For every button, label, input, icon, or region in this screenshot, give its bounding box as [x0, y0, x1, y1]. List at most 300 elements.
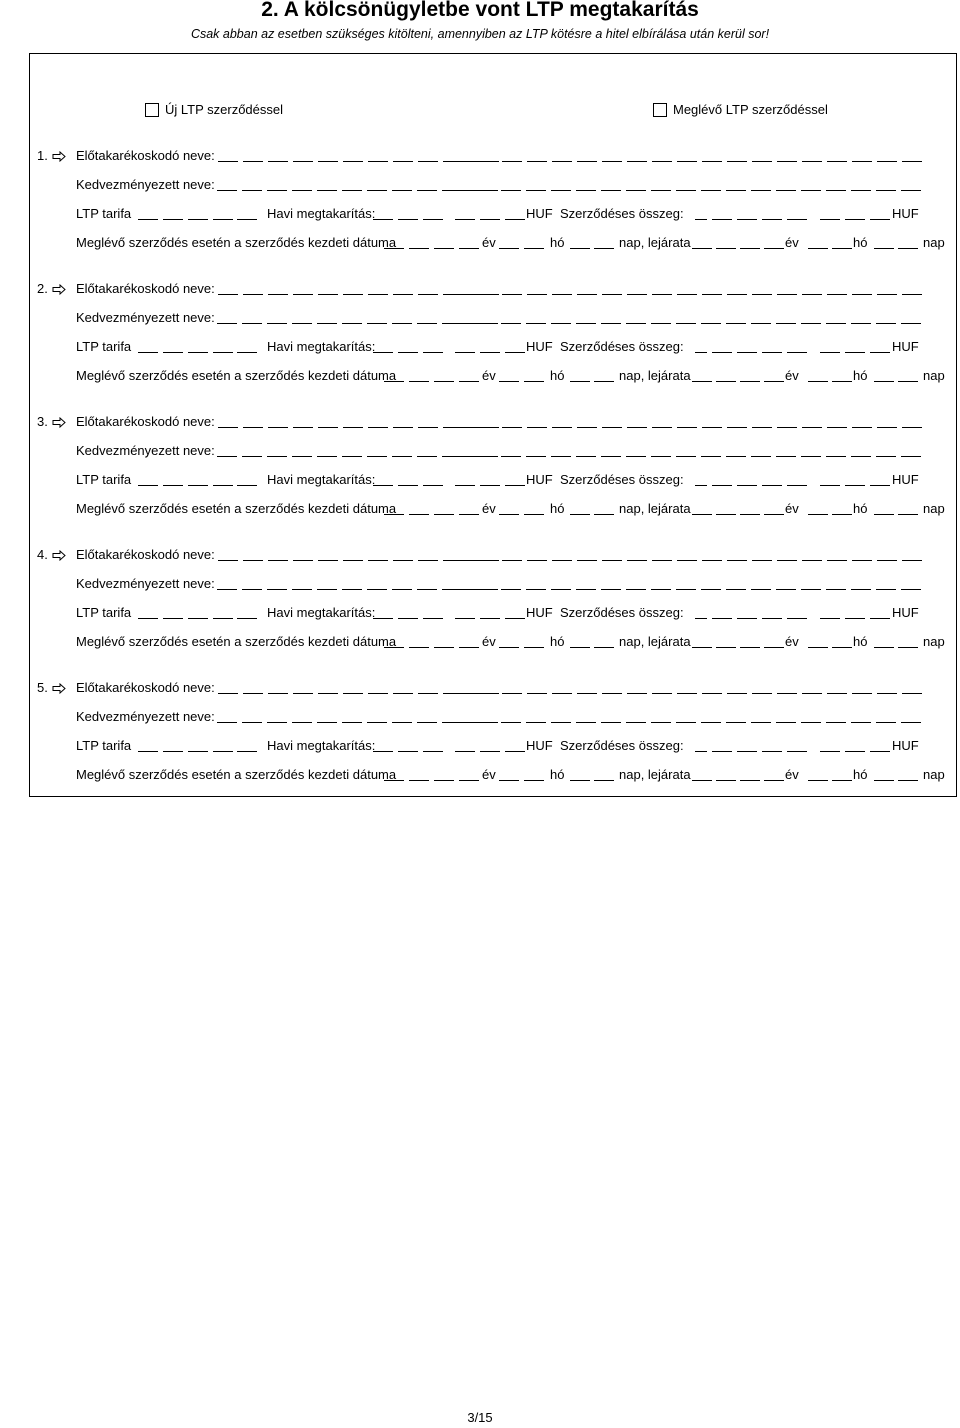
date-field[interactable] [594, 647, 614, 648]
beneficiary-name-field[interactable] [367, 190, 387, 191]
saver-name-field[interactable] [268, 294, 288, 295]
saver-name-field[interactable] [902, 294, 922, 295]
date-field[interactable] [874, 248, 894, 249]
beneficiary-name-field[interactable] [551, 456, 571, 457]
monthly-savings-field[interactable] [455, 751, 475, 752]
saver-name-field[interactable] [218, 427, 238, 428]
beneficiary-name-field[interactable] [676, 722, 696, 723]
saver-name-field[interactable] [577, 560, 597, 561]
saver-name-field[interactable] [343, 693, 363, 694]
contract-amount-field[interactable] [762, 618, 782, 619]
date-field[interactable] [384, 248, 404, 249]
saver-name-field[interactable] [368, 161, 388, 162]
date-field[interactable] [764, 780, 784, 781]
beneficiary-name-field[interactable] [651, 589, 671, 590]
saver-name-field[interactable] [627, 427, 647, 428]
date-field[interactable] [459, 381, 479, 382]
saver-name-field[interactable] [877, 294, 897, 295]
beneficiary-name-field[interactable] [801, 456, 821, 457]
monthly-savings-field[interactable] [398, 352, 418, 353]
saver-name-field[interactable] [527, 693, 547, 694]
beneficiary-name-field[interactable] [751, 190, 771, 191]
saver-name-field[interactable] [727, 294, 747, 295]
saver-name-field[interactable] [552, 161, 572, 162]
saver-name-field[interactable] [293, 693, 313, 694]
beneficiary-name-field[interactable] [576, 722, 596, 723]
beneficiary-name-field[interactable] [776, 190, 796, 191]
beneficiary-name-field[interactable] [701, 722, 721, 723]
beneficiary-name-field[interactable] [876, 456, 896, 457]
beneficiary-name-field[interactable] [242, 323, 262, 324]
saver-name-field[interactable] [293, 161, 313, 162]
saver-name-field[interactable] [502, 560, 522, 561]
saver-name-field[interactable] [368, 294, 388, 295]
tariff-field[interactable] [163, 485, 183, 486]
beneficiary-name-field[interactable] [526, 323, 546, 324]
date-field[interactable] [898, 248, 918, 249]
saver-name-field[interactable] [393, 161, 413, 162]
saver-name-field[interactable] [443, 560, 499, 561]
saver-name-field[interactable] [268, 560, 288, 561]
beneficiary-name-field[interactable] [576, 589, 596, 590]
beneficiary-name-field[interactable] [901, 456, 921, 457]
beneficiary-name-field[interactable] [526, 190, 546, 191]
tariff-field[interactable] [163, 352, 183, 353]
contract-amount-field[interactable] [762, 751, 782, 752]
contract-amount-field[interactable] [870, 352, 890, 353]
date-field[interactable] [524, 780, 544, 781]
tariff-field[interactable] [138, 618, 158, 619]
beneficiary-name-field[interactable] [726, 589, 746, 590]
monthly-savings-field[interactable] [373, 751, 393, 752]
beneficiary-name-field[interactable] [626, 190, 646, 191]
saver-name-field[interactable] [552, 560, 572, 561]
saver-name-field[interactable] [802, 294, 822, 295]
beneficiary-name-field[interactable] [417, 323, 437, 324]
monthly-savings-field[interactable] [373, 485, 393, 486]
date-field[interactable] [764, 381, 784, 382]
saver-name-field[interactable] [343, 427, 363, 428]
date-field[interactable] [570, 780, 590, 781]
saver-name-field[interactable] [802, 427, 822, 428]
beneficiary-name-field[interactable] [317, 323, 337, 324]
saver-name-field[interactable] [243, 560, 263, 561]
beneficiary-name-field[interactable] [601, 190, 621, 191]
date-field[interactable] [384, 647, 404, 648]
checkbox-new-ltp[interactable] [145, 103, 159, 117]
saver-name-field[interactable] [393, 693, 413, 694]
beneficiary-name-field[interactable] [392, 323, 412, 324]
beneficiary-name-field[interactable] [701, 589, 721, 590]
beneficiary-name-field[interactable] [217, 323, 237, 324]
monthly-savings-field[interactable] [455, 352, 475, 353]
saver-name-field[interactable] [752, 294, 772, 295]
date-field[interactable] [716, 780, 736, 781]
beneficiary-name-field[interactable] [701, 456, 721, 457]
beneficiary-name-field[interactable] [342, 456, 362, 457]
beneficiary-name-field[interactable] [626, 323, 646, 324]
date-field[interactable] [594, 381, 614, 382]
saver-name-field[interactable] [677, 560, 697, 561]
saver-name-field[interactable] [527, 560, 547, 561]
beneficiary-name-field[interactable] [242, 456, 262, 457]
saver-name-field[interactable] [652, 427, 672, 428]
tariff-field[interactable] [188, 219, 208, 220]
tariff-field[interactable] [138, 219, 158, 220]
saver-name-field[interactable] [343, 161, 363, 162]
monthly-savings-field[interactable] [505, 219, 525, 220]
beneficiary-name-field[interactable] [576, 456, 596, 457]
date-field[interactable] [692, 514, 712, 515]
beneficiary-name-field[interactable] [551, 190, 571, 191]
date-field[interactable] [808, 647, 828, 648]
date-field[interactable] [434, 381, 454, 382]
monthly-savings-field[interactable] [423, 352, 443, 353]
beneficiary-name-field[interactable] [826, 323, 846, 324]
saver-name-field[interactable] [318, 560, 338, 561]
date-field[interactable] [434, 647, 454, 648]
saver-name-field[interactable] [243, 161, 263, 162]
saver-name-field[interactable] [827, 294, 847, 295]
date-field[interactable] [716, 647, 736, 648]
beneficiary-name-field[interactable] [851, 323, 871, 324]
contract-amount-field[interactable] [787, 485, 807, 486]
beneficiary-name-field[interactable] [217, 589, 237, 590]
saver-name-field[interactable] [502, 427, 522, 428]
contract-amount-field[interactable] [787, 751, 807, 752]
saver-name-field[interactable] [293, 294, 313, 295]
tariff-field[interactable] [163, 618, 183, 619]
saver-name-field[interactable] [393, 427, 413, 428]
beneficiary-name-field[interactable] [576, 190, 596, 191]
beneficiary-name-field[interactable] [526, 722, 546, 723]
date-field[interactable] [898, 647, 918, 648]
tariff-field[interactable] [237, 618, 257, 619]
date-field[interactable] [808, 381, 828, 382]
saver-name-field[interactable] [218, 161, 238, 162]
beneficiary-name-field[interactable] [876, 190, 896, 191]
beneficiary-name-field[interactable] [267, 323, 287, 324]
monthly-savings-field[interactable] [398, 485, 418, 486]
date-field[interactable] [434, 248, 454, 249]
contract-amount-field[interactable] [712, 485, 732, 486]
beneficiary-name-field[interactable] [801, 722, 821, 723]
date-field[interactable] [874, 514, 894, 515]
beneficiary-name-field[interactable] [776, 589, 796, 590]
date-field[interactable] [499, 780, 519, 781]
saver-name-field[interactable] [702, 693, 722, 694]
saver-name-field[interactable] [293, 560, 313, 561]
date-field[interactable] [808, 780, 828, 781]
tariff-field[interactable] [138, 485, 158, 486]
monthly-savings-field[interactable] [423, 485, 443, 486]
beneficiary-name-field[interactable] [551, 589, 571, 590]
checkbox-existing-ltp[interactable] [653, 103, 667, 117]
tariff-field[interactable] [237, 219, 257, 220]
beneficiary-name-field[interactable] [851, 589, 871, 590]
beneficiary-name-field[interactable] [626, 456, 646, 457]
contract-amount-field[interactable] [762, 219, 782, 220]
date-field[interactable] [499, 647, 519, 648]
beneficiary-name-field[interactable] [342, 190, 362, 191]
saver-name-field[interactable] [802, 693, 822, 694]
date-field[interactable] [594, 248, 614, 249]
monthly-savings-field[interactable] [455, 485, 475, 486]
monthly-savings-field[interactable] [398, 751, 418, 752]
saver-name-field[interactable] [443, 161, 499, 162]
contract-amount-field[interactable] [870, 751, 890, 752]
contract-amount-field[interactable] [820, 751, 840, 752]
saver-name-field[interactable] [652, 294, 672, 295]
contract-amount-field[interactable] [820, 618, 840, 619]
beneficiary-name-field[interactable] [367, 589, 387, 590]
date-field[interactable] [832, 647, 852, 648]
date-field[interactable] [832, 381, 852, 382]
saver-name-field[interactable] [268, 427, 288, 428]
date-field[interactable] [808, 248, 828, 249]
date-field[interactable] [692, 647, 712, 648]
contract-amount-field[interactable] [762, 485, 782, 486]
saver-name-field[interactable] [577, 161, 597, 162]
date-field[interactable] [570, 248, 590, 249]
date-field[interactable] [692, 780, 712, 781]
monthly-savings-field[interactable] [423, 219, 443, 220]
saver-name-field[interactable] [777, 294, 797, 295]
beneficiary-name-field[interactable] [726, 323, 746, 324]
date-field[interactable] [740, 514, 760, 515]
beneficiary-name-field[interactable] [601, 722, 621, 723]
saver-name-field[interactable] [368, 560, 388, 561]
date-field[interactable] [764, 514, 784, 515]
saver-name-field[interactable] [902, 693, 922, 694]
date-field[interactable] [692, 248, 712, 249]
date-field[interactable] [459, 647, 479, 648]
beneficiary-name-field[interactable] [317, 589, 337, 590]
saver-name-field[interactable] [318, 693, 338, 694]
beneficiary-name-field[interactable] [501, 456, 521, 457]
saver-name-field[interactable] [852, 560, 872, 561]
beneficiary-name-field[interactable] [292, 323, 312, 324]
saver-name-field[interactable] [777, 560, 797, 561]
date-field[interactable] [384, 514, 404, 515]
contract-amount-field[interactable] [695, 485, 707, 486]
beneficiary-name-field[interactable] [826, 456, 846, 457]
saver-name-field[interactable] [727, 427, 747, 428]
contract-amount-field[interactable] [870, 219, 890, 220]
beneficiary-name-field[interactable] [292, 589, 312, 590]
date-field[interactable] [874, 381, 894, 382]
beneficiary-name-field[interactable] [626, 589, 646, 590]
saver-name-field[interactable] [702, 161, 722, 162]
tariff-field[interactable] [188, 352, 208, 353]
beneficiary-name-field[interactable] [242, 190, 262, 191]
saver-name-field[interactable] [343, 294, 363, 295]
monthly-savings-field[interactable] [480, 618, 500, 619]
contract-amount-field[interactable] [820, 219, 840, 220]
contract-amount-field[interactable] [737, 618, 757, 619]
saver-name-field[interactable] [318, 294, 338, 295]
tariff-field[interactable] [138, 751, 158, 752]
monthly-savings-field[interactable] [373, 219, 393, 220]
saver-name-field[interactable] [368, 427, 388, 428]
contract-amount-field[interactable] [820, 352, 840, 353]
saver-name-field[interactable] [602, 427, 622, 428]
contract-amount-field[interactable] [820, 485, 840, 486]
date-field[interactable] [570, 647, 590, 648]
saver-name-field[interactable] [752, 161, 772, 162]
date-field[interactable] [459, 514, 479, 515]
monthly-savings-field[interactable] [373, 618, 393, 619]
contract-amount-field[interactable] [845, 485, 865, 486]
date-field[interactable] [434, 514, 454, 515]
saver-name-field[interactable] [602, 560, 622, 561]
beneficiary-name-field[interactable] [851, 456, 871, 457]
tariff-field[interactable] [213, 219, 233, 220]
beneficiary-name-field[interactable] [242, 589, 262, 590]
saver-name-field[interactable] [852, 427, 872, 428]
monthly-savings-field[interactable] [423, 618, 443, 619]
saver-name-field[interactable] [552, 693, 572, 694]
contract-amount-field[interactable] [695, 219, 707, 220]
contract-amount-field[interactable] [695, 352, 707, 353]
beneficiary-name-field[interactable] [751, 323, 771, 324]
saver-name-field[interactable] [702, 427, 722, 428]
beneficiary-name-field[interactable] [701, 190, 721, 191]
contract-amount-field[interactable] [870, 485, 890, 486]
date-field[interactable] [692, 381, 712, 382]
monthly-savings-field[interactable] [398, 219, 418, 220]
beneficiary-name-field[interactable] [217, 190, 237, 191]
beneficiary-name-field[interactable] [342, 589, 362, 590]
tariff-field[interactable] [213, 352, 233, 353]
saver-name-field[interactable] [268, 693, 288, 694]
saver-name-field[interactable] [727, 560, 747, 561]
date-field[interactable] [832, 248, 852, 249]
saver-name-field[interactable] [602, 161, 622, 162]
beneficiary-name-field[interactable] [851, 722, 871, 723]
tariff-field[interactable] [237, 485, 257, 486]
date-field[interactable] [409, 647, 429, 648]
date-field[interactable] [524, 514, 544, 515]
beneficiary-name-field[interactable] [726, 456, 746, 457]
beneficiary-name-field[interactable] [651, 456, 671, 457]
beneficiary-name-field[interactable] [267, 456, 287, 457]
beneficiary-name-field[interactable] [626, 722, 646, 723]
date-field[interactable] [740, 381, 760, 382]
date-field[interactable] [384, 780, 404, 781]
contract-amount-field[interactable] [845, 751, 865, 752]
monthly-savings-field[interactable] [505, 485, 525, 486]
beneficiary-name-field[interactable] [776, 323, 796, 324]
saver-name-field[interactable] [577, 693, 597, 694]
contract-amount-field[interactable] [712, 352, 732, 353]
monthly-savings-field[interactable] [423, 751, 443, 752]
contract-amount-field[interactable] [737, 352, 757, 353]
beneficiary-name-field[interactable] [776, 722, 796, 723]
monthly-savings-field[interactable] [480, 751, 500, 752]
saver-name-field[interactable] [527, 294, 547, 295]
beneficiary-name-field[interactable] [751, 456, 771, 457]
monthly-savings-field[interactable] [373, 352, 393, 353]
date-field[interactable] [832, 514, 852, 515]
saver-name-field[interactable] [502, 294, 522, 295]
beneficiary-name-field[interactable] [317, 722, 337, 723]
beneficiary-name-field[interactable] [826, 722, 846, 723]
saver-name-field[interactable] [627, 693, 647, 694]
beneficiary-name-field[interactable] [501, 190, 521, 191]
contract-amount-field[interactable] [845, 219, 865, 220]
beneficiary-name-field[interactable] [701, 323, 721, 324]
saver-name-field[interactable] [777, 427, 797, 428]
beneficiary-name-field[interactable] [242, 722, 262, 723]
contract-amount-field[interactable] [845, 618, 865, 619]
beneficiary-name-field[interactable] [217, 722, 237, 723]
saver-name-field[interactable] [902, 161, 922, 162]
date-field[interactable] [524, 381, 544, 382]
date-field[interactable] [898, 381, 918, 382]
date-field[interactable] [499, 248, 519, 249]
date-field[interactable] [570, 381, 590, 382]
option-new-ltp[interactable] [145, 102, 283, 117]
saver-name-field[interactable] [852, 161, 872, 162]
beneficiary-name-field[interactable] [392, 190, 412, 191]
tariff-field[interactable] [188, 485, 208, 486]
date-field[interactable] [459, 248, 479, 249]
beneficiary-name-field[interactable] [417, 456, 437, 457]
saver-name-field[interactable] [602, 693, 622, 694]
date-field[interactable] [740, 647, 760, 648]
beneficiary-name-field[interactable] [417, 722, 437, 723]
beneficiary-name-field[interactable] [751, 589, 771, 590]
saver-name-field[interactable] [318, 427, 338, 428]
saver-name-field[interactable] [393, 560, 413, 561]
contract-amount-field[interactable] [845, 352, 865, 353]
saver-name-field[interactable] [527, 161, 547, 162]
beneficiary-name-field[interactable] [776, 456, 796, 457]
saver-name-field[interactable] [552, 427, 572, 428]
beneficiary-name-field[interactable] [417, 190, 437, 191]
contract-amount-field[interactable] [712, 618, 732, 619]
monthly-savings-field[interactable] [480, 219, 500, 220]
beneficiary-name-field[interactable] [526, 456, 546, 457]
beneficiary-name-field[interactable] [292, 190, 312, 191]
beneficiary-name-field[interactable] [876, 722, 896, 723]
monthly-savings-field[interactable] [480, 485, 500, 486]
date-field[interactable] [874, 647, 894, 648]
contract-amount-field[interactable] [737, 485, 757, 486]
contract-amount-field[interactable] [762, 352, 782, 353]
date-field[interactable] [409, 248, 429, 249]
date-field[interactable] [716, 248, 736, 249]
saver-name-field[interactable] [393, 294, 413, 295]
beneficiary-name-field[interactable] [317, 456, 337, 457]
saver-name-field[interactable] [827, 693, 847, 694]
saver-name-field[interactable] [418, 560, 438, 561]
saver-name-field[interactable] [652, 693, 672, 694]
saver-name-field[interactable] [852, 693, 872, 694]
saver-name-field[interactable] [602, 294, 622, 295]
date-field[interactable] [832, 780, 852, 781]
contract-amount-field[interactable] [712, 751, 732, 752]
date-field[interactable] [594, 780, 614, 781]
saver-name-field[interactable] [418, 294, 438, 295]
beneficiary-name-field[interactable] [651, 190, 671, 191]
contract-amount-field[interactable] [787, 352, 807, 353]
beneficiary-name-field[interactable] [651, 722, 671, 723]
beneficiary-name-field[interactable] [801, 190, 821, 191]
saver-name-field[interactable] [418, 161, 438, 162]
beneficiary-name-field[interactable] [501, 722, 521, 723]
